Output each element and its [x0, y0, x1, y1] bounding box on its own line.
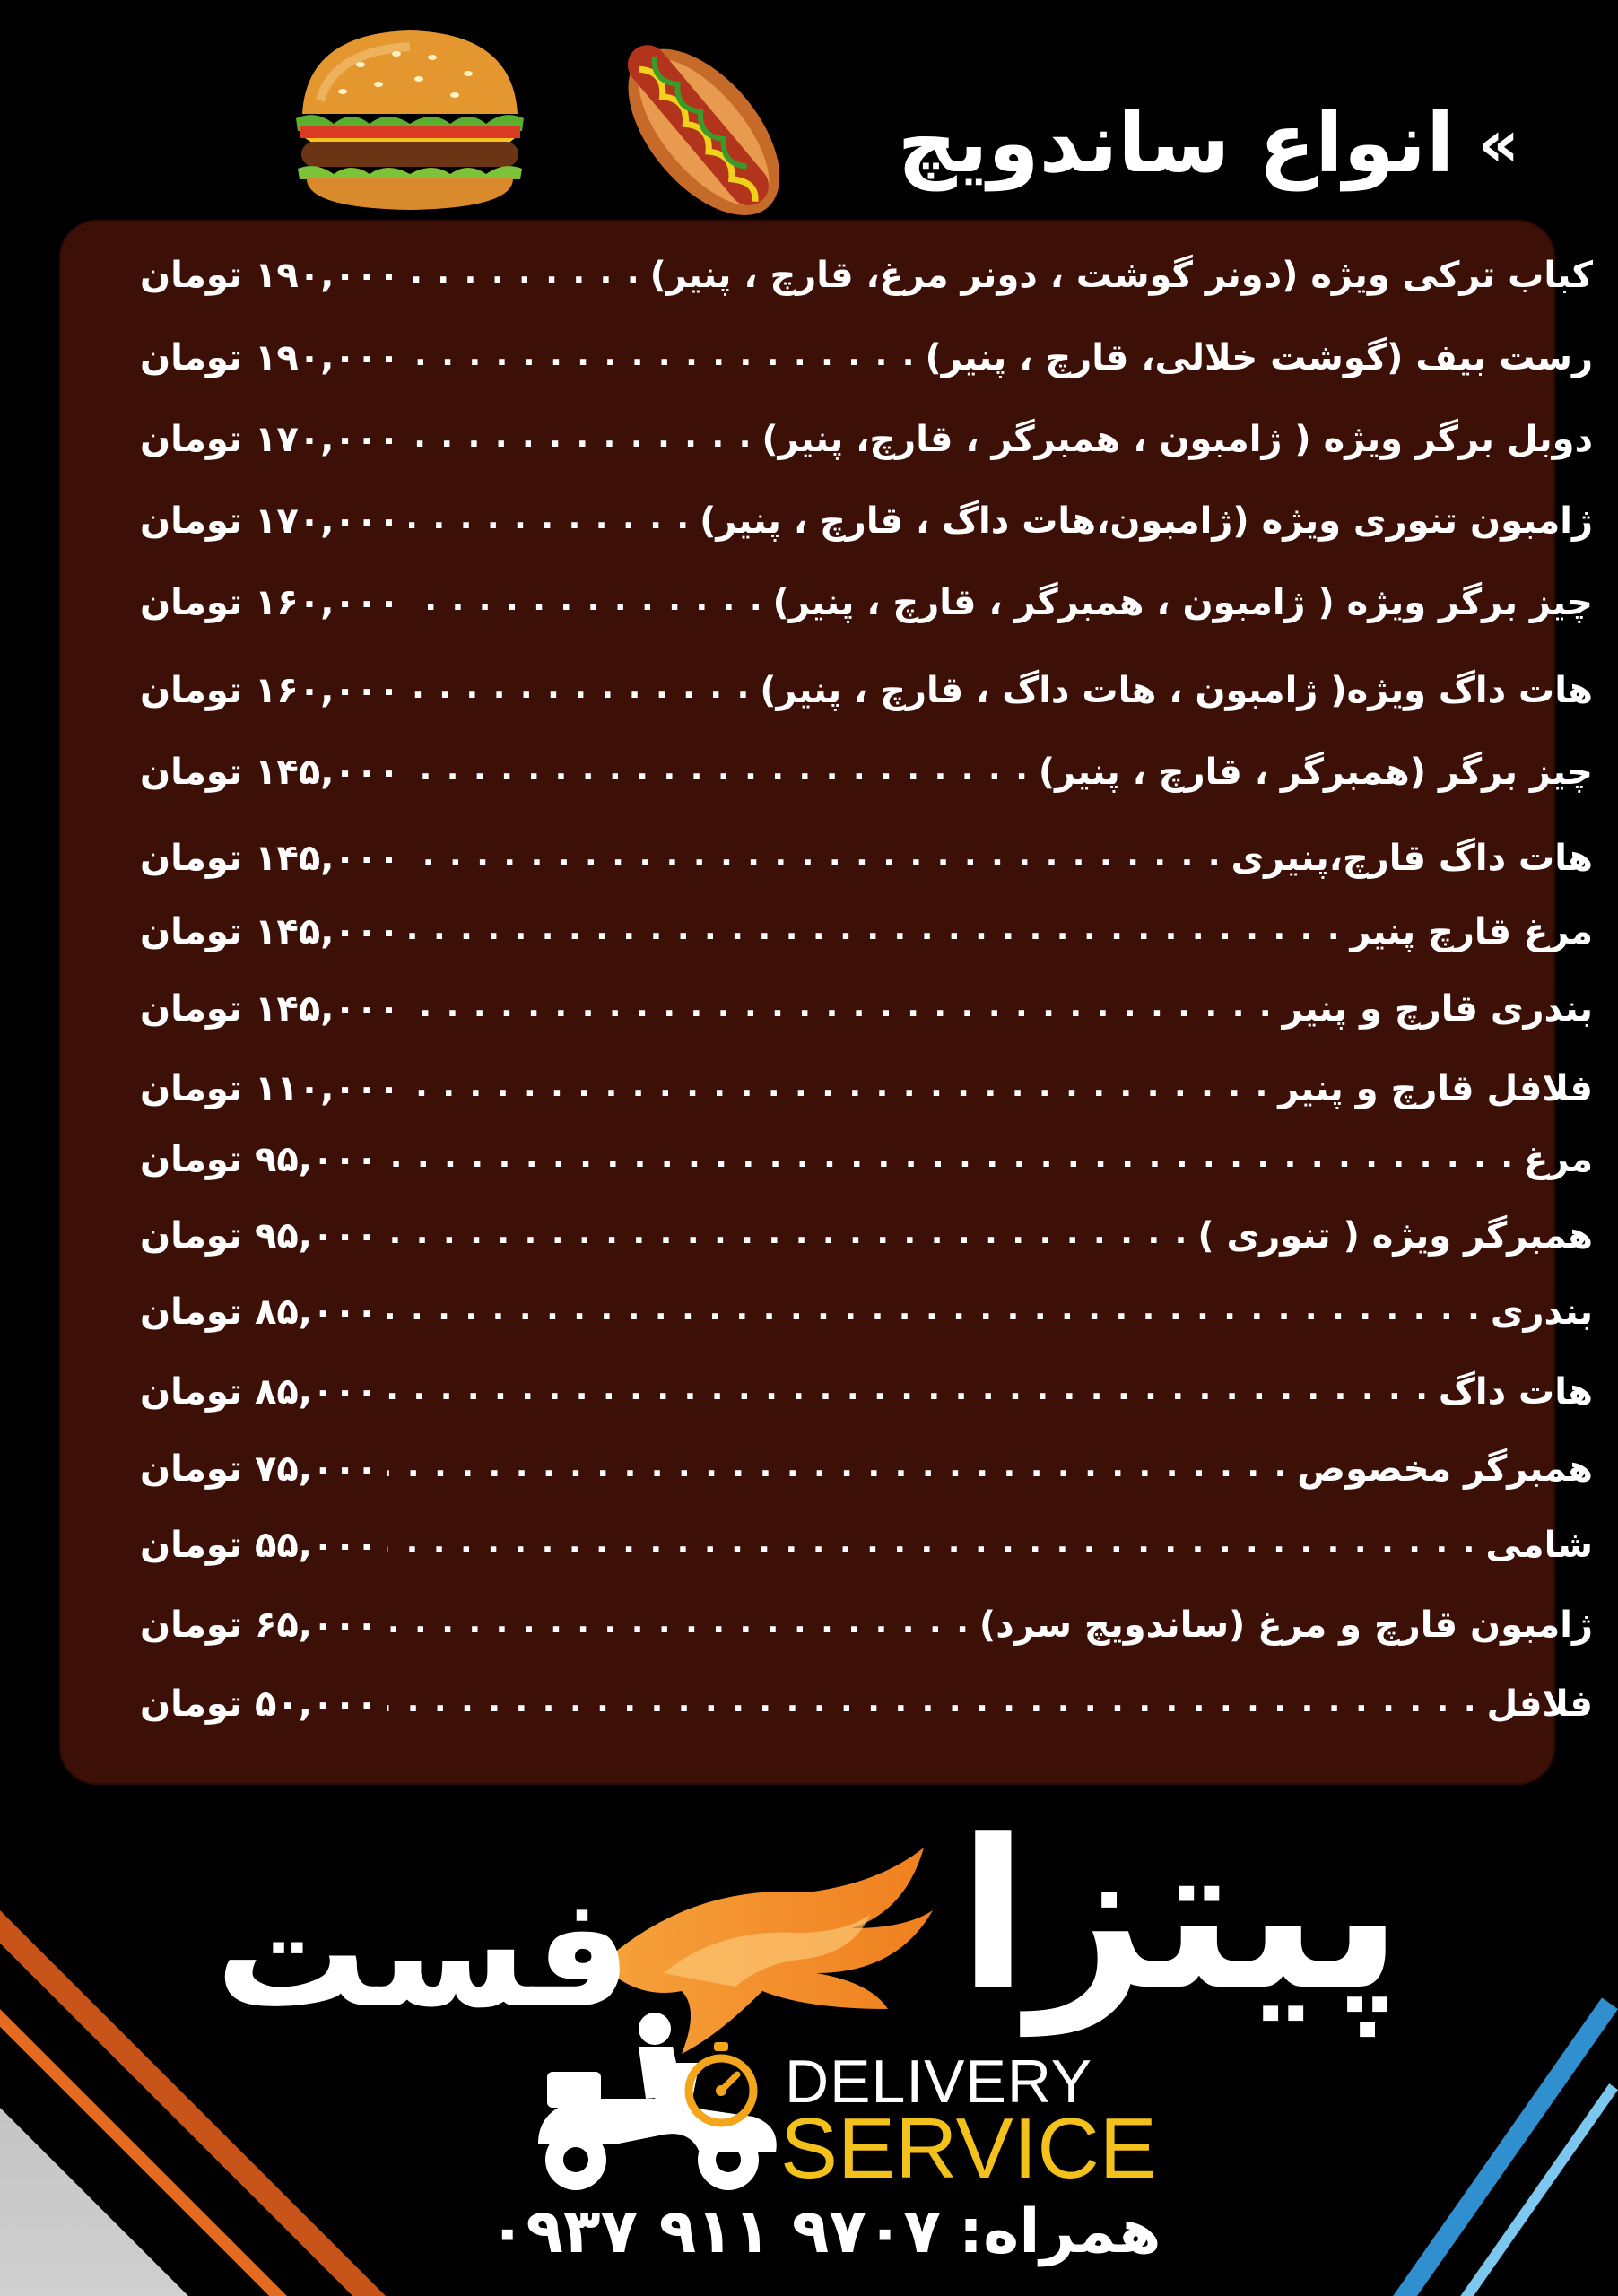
menu-item — [140, 980, 1593, 1038]
menu-item-name: ژامبون قارچ و مرغ (ساندویچ سرد) — [979, 1605, 1593, 1646]
dot-leader — [387, 1686, 1477, 1722]
menu-item-price: ۱۱۰,۰۰۰ تومان — [140, 1068, 400, 1109]
dot-leader — [387, 1527, 1476, 1563]
logo-word-fast: فست — [215, 1865, 632, 2042]
menu-item-price: ۱۴۵,۰۰۰ تومان — [140, 911, 400, 952]
menu-item-name: ژامبون تنوری ویژه (ژامبون،هات داگ ، قارچ ، پنیر) — [700, 500, 1593, 542]
menu-item-name: شامی — [1485, 1525, 1593, 1566]
menu-item-price: ۹۵,۰۰۰ تومان — [140, 1215, 378, 1257]
menu-item-price: ۱۴۵,۰۰۰ تومان — [140, 838, 400, 879]
menu-item-price: ۶۵,۰۰۰ تومان — [140, 1605, 378, 1646]
menu-item-name: مرغ قارچ پنیر — [1350, 911, 1593, 952]
phone-number[interactable]: ۰۹۳۷ ۹۱۱ ۹۷۰۷ — [489, 2196, 941, 2267]
menu-item-price: ۱۹۰,۰۰۰ تومان — [140, 255, 400, 296]
service-label: SERVICE — [780, 2100, 1157, 2196]
menu-item — [140, 830, 1593, 887]
menu-item — [140, 903, 1593, 961]
menu-item-name: همبرگر مخصوص — [1297, 1448, 1593, 1490]
menu-item — [140, 492, 1593, 550]
menu-item — [140, 1675, 1593, 1733]
menu-item — [140, 1131, 1593, 1188]
menu-item — [140, 574, 1593, 631]
menu-item — [140, 1283, 1593, 1341]
menu-item-price: ۱۷۰,۰۰۰ تومان — [140, 500, 400, 542]
dot-leader — [387, 1218, 1188, 1254]
menu-item-price: ۱۹۰,۰۰۰ تومان — [140, 337, 400, 378]
dot-leader — [409, 503, 691, 539]
phone-contact — [489, 2196, 1161, 2267]
menu-item-price: ۱۷۰,۰۰۰ تومان — [140, 419, 400, 460]
menu-item-name: چیز برگر ویژه ( ژامبون ، همبرگر ، قارچ ، پنیر) — [772, 582, 1593, 623]
menu-item-name: فلافل — [1486, 1683, 1593, 1725]
menu-item-price: ۸۵,۰۰۰ تومان — [140, 1292, 378, 1333]
dot-leader — [409, 1071, 1270, 1107]
page-title: انواع ساندویچ — [897, 95, 1455, 191]
menu-item — [140, 744, 1593, 801]
menu-item-name: رست بیف (گوشت خلالی، قارچ ، پنیر) — [925, 337, 1593, 378]
menu-item-price: ۱۴۵,۰۰۰ تومان — [140, 752, 400, 793]
dot-leader — [387, 1451, 1288, 1487]
dot-leader — [409, 673, 752, 709]
title-arrow: » — [1477, 106, 1519, 181]
menu-item-name: همبرگر ویژه ( تنوری ) — [1197, 1215, 1593, 1257]
dot-leader — [409, 585, 764, 621]
menu-item-name: مرغ — [1524, 1139, 1593, 1180]
dot-leader — [409, 340, 917, 376]
menu-item-name: فلافل قارچ و پنیر — [1278, 1068, 1593, 1109]
hotdog-icon — [594, 11, 791, 226]
menu-item — [140, 411, 1593, 468]
dot-leader — [387, 1142, 1515, 1178]
menu-item-price: ۱۶۰,۰۰۰ تومان — [140, 670, 400, 711]
menu-item — [140, 1207, 1593, 1265]
menu-item-price: ۸۵,۰۰۰ تومان — [140, 1371, 378, 1413]
menu-item — [140, 1517, 1593, 1574]
dot-leader — [409, 840, 1222, 876]
dot-leader — [387, 1374, 1430, 1410]
menu-item — [140, 662, 1593, 719]
dot-leader — [409, 914, 1342, 950]
menu-item — [140, 1060, 1593, 1118]
menu-panel — [59, 220, 1593, 1785]
dot-leader — [409, 991, 1274, 1027]
menu-item-price: ۱۴۵,۰۰۰ تومان — [140, 988, 400, 1030]
menu-item — [140, 247, 1593, 304]
menu-item-price: ۷۵,۰۰۰ تومان — [140, 1448, 378, 1490]
menu-item-name: هات داگ ویژه( ژامبون ، هات داگ ، قارچ ، پنیر) — [760, 670, 1593, 711]
phone-label: همراه: — [958, 2196, 1161, 2267]
menu-item — [140, 329, 1593, 387]
menu-item — [140, 1440, 1593, 1498]
menu-item-name: دوبل برگر ویژه ( ژامبون ، همبرگر ، قارچ، پنیر) — [761, 419, 1593, 460]
menu-item-name: بندری — [1490, 1292, 1593, 1333]
menu-item-name: چیز برگر (همبرگر ، قارچ ، پنیر) — [1038, 752, 1593, 793]
menu-item-name: کباب ترکی ویژه (دونر گوشت ، دونر مرغ، قارچ ، پنیر) — [649, 255, 1593, 296]
menu-item — [140, 1363, 1593, 1421]
dot-leader — [409, 754, 1030, 790]
section-header — [898, 85, 1519, 202]
menu-item-price: ۱۶۰,۰۰۰ تومان — [140, 582, 400, 623]
menu-item-price: ۹۵,۰۰۰ تومان — [140, 1139, 378, 1180]
dot-leader — [387, 1607, 970, 1643]
dot-leader — [409, 422, 753, 457]
stopwatch-icon — [680, 2040, 762, 2130]
menu-item-name: هات داگ قارچ،پنیری — [1231, 838, 1593, 879]
menu-item-name: هات داگ — [1438, 1371, 1593, 1413]
logo-word-pizza: پیتزا — [957, 1796, 1403, 2036]
menu-item-price: ۵۵,۰۰۰ تومان — [140, 1525, 378, 1566]
menu-item-price: ۵۰,۰۰۰ تومان — [140, 1683, 378, 1725]
menu-item-name: بندری قارچ و پنیر — [1282, 988, 1593, 1030]
dot-leader — [409, 257, 641, 293]
menu-item — [140, 1596, 1593, 1654]
burger-icon — [280, 20, 540, 217]
delivery-label: DELIVERY — [785, 2048, 1093, 2116]
dot-leader — [387, 1294, 1482, 1330]
